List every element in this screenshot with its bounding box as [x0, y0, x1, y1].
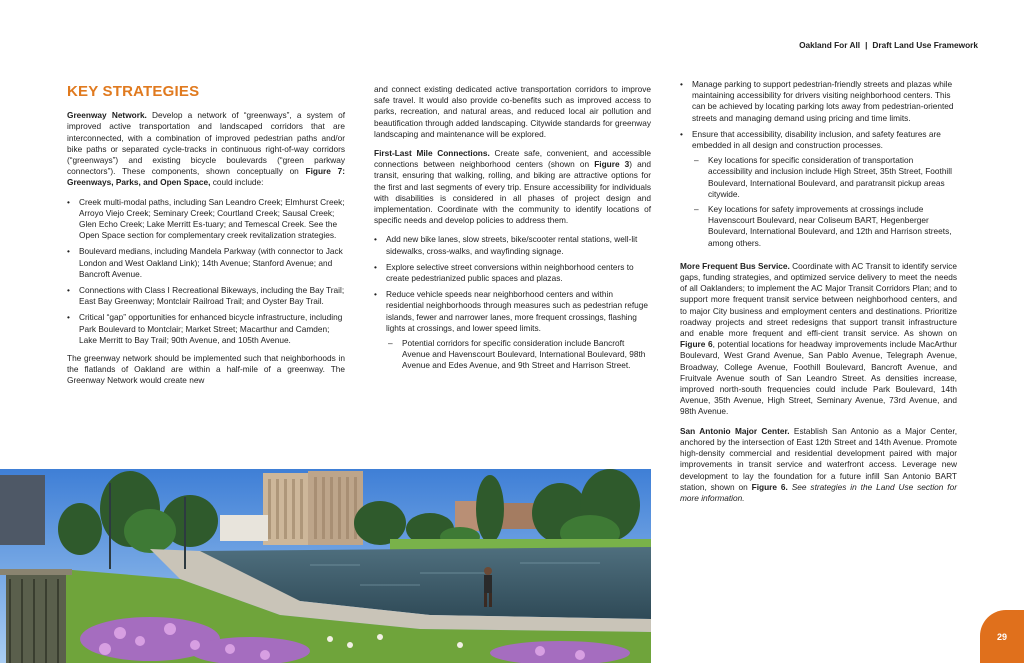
list-item: • Boulevard medians, including Mandela Parkway (with connector to Jack London and West Oakland Link); 14th Avenue; Stanford Avenue; and Bancroft Avenue. — [67, 246, 345, 280]
sub-list — [386, 338, 651, 372]
list-item: • Connections with Class I Recreational Bikeways, including the Bay Trail; East Bay Greenway; Montclair Railroad Trail; and Oyster Bay Trail. — [67, 285, 345, 307]
first-last-mile-paragraph — [374, 148, 651, 226]
list-item: • Critical “gap” opportunities for enhanced bicycle infrastructure, including Park Boulevard to Montclair; Market Street; Macarthur and Camden; Lake Merritt to Bay Trail; 90th Avenue, and 105th Avenue. — [67, 312, 345, 346]
first-last-mile-text-end: ) and transit, ensuring that walking, rolling, and biking are attractive options for the first and last segments of every trip. Ensure accessibility for individuals with disabilities is considered in all phases of project design and implementation. Coordinate with the community to identify locations of specific needs and develop policies to address them. — [374, 159, 651, 226]
list-item — [374, 289, 651, 371]
greenway-bullets — [67, 197, 345, 346]
figure-7-reference: Figure 7: Greenways, Parks, and Open Space, — [67, 166, 345, 188]
building — [0, 475, 45, 545]
greenway-text-end: could include: — [210, 177, 264, 188]
page-number: 29 — [996, 631, 1007, 642]
figure-6-reference: Figure 6. — [751, 481, 788, 492]
land-use-note: See strategies in the Land Use section for more information. — [680, 481, 957, 503]
building — [220, 515, 268, 541]
san-antonio-lead: San Antonio Major Center. — [680, 425, 790, 436]
column-2 — [374, 84, 651, 379]
list-item: • Explore selective street conversions within neighborhood centers to create pedestrianized public spaces and plazas. — [374, 262, 651, 284]
greenway-implementation-paragraph: The greenway network should be implemented such that neighborhoods in the flatlands of Oakland are within a half-mile of a greenway. The Greenway Network would create new — [67, 353, 345, 386]
page-number-tab — [980, 610, 1024, 663]
section-heading: KEY STRATEGIES — [67, 83, 200, 100]
first-last-mile-bullets — [374, 234, 651, 371]
first-last-mile-text: Create safe, convenient, and accessible connections between neighborhood centers (shown on — [374, 148, 651, 170]
figure-6-reference: Figure 6 — [680, 339, 713, 350]
lake-merritt-photo — [0, 469, 651, 663]
list-item-text: Ensure that accessibility, disability inclusion, and safety features are embedded in all design and construction processes. — [692, 128, 941, 151]
column-3 — [680, 79, 957, 512]
list-item: • Creek multi-modal paths, including San Leandro Creek; Elmhurst Creek; Arroyo Viejo Creek; Seminary Creek; Courtland Creek; Sausal Creek; Glen Echo Creek; Lake Merritt Es-tuary; and Temescal Creek. See the Open Space section for complementary creek revitalization strategies. — [67, 197, 345, 242]
parking-accessibility-bullets — [680, 79, 957, 249]
header-section-title: Draft Land Use Framework — [872, 40, 978, 50]
sub-list — [692, 155, 957, 249]
first-last-mile-lead: First-Last Mile Connections. — [374, 148, 490, 159]
bus-service-paragraph — [680, 261, 957, 418]
column-1 — [67, 83, 345, 395]
bus-service-lead: More Frequent Bus Service. — [680, 260, 790, 271]
greenway-continued-paragraph: and connect existing dedicated active transportation corridors to improve safe travel. It would also provide co-benefits such as improved access to parks, recreation, and natural areas, and reduced local air pollution and beautification through added landscaping. Citywide standards for greenway landscaping and maintenance will be explored. — [374, 84, 651, 139]
sub-list-item: – Key locations for specific consideration of transportation accessibility and inclusion include High Street, 35th Street, Foothill Boulevard, International Boulevard, and paratransit pickup areas citywide. — [692, 155, 957, 200]
lake-merritt-illustration — [0, 469, 651, 663]
list-item: • Add new bike lanes, slow streets, bike/scooter rental stations, well-lit sidewalks, cross-walks, and wayfinding signage. — [374, 234, 651, 256]
list-item-text: Reduce vehicle speeds near neighborhood centers and within residential neighborhoods through measures such as pedestrian refuge islands, fewer and narrower lanes, more frequent crossings, flashing lights at crossings, and lower speed limits. — [386, 289, 648, 333]
list-item: • Manage parking to support pedestrian-friendly streets and plazas while maintaining accessibility for drivers visiting neighborhood centers. This can be achieved by locating parking lots away from pedestrian-oriented streets and managing demand using pricing and time limits. — [680, 79, 957, 124]
sub-list-item: – Key locations for safety improvements at crossings include Havenscourt Boulevard, near Coliseum BART, Hegenberger Boulevard, International Boulevard, and 12th and Harrison streets, among others. — [692, 204, 957, 249]
san-antonio-text: Establish San Antonio as a Major Center, anchored by the intersection of East 12th Street and 14th Avenue. Promote high-density commercial and residential development paired with major improvements in transit service and waterfront access. Leverage new development to lay the foundation for a future infill San Antonio BART station, shown on — [680, 425, 957, 492]
figure-3-reference: Figure 3 — [594, 159, 630, 170]
list-item — [680, 129, 957, 249]
running-header — [799, 40, 978, 50]
bus-service-text-end: , potential locations for headway improvements include MacArthur Boulevard, West Grand Avenue, San Pablo Avenue, Telegraph Avenue, Broadway, College Avenue, Foothill Boulevard, Bancroft Avenue, and Fruitvale Avenue south of San Leandro Street. As densities increase, improved north-south frequencies could include Park Boulevard, 14th Avenue, 35th Avenue, High Street, Seminary Avenue, 73rd Avenue, and 98th Avenue. — [680, 339, 957, 417]
greenway-paragraph — [67, 110, 345, 188]
header-doc-title: Oakland For All — [799, 40, 861, 50]
sub-list-item: – Potential corridors for specific consideration include Bancroft Avenue and Havenscourt Boulevard, International Boulevard, 98th Avenue and Edes Avenue, and 9th Street and Harrison Street. — [386, 338, 651, 372]
bus-service-text: Coordinate with AC Transit to identify service gaps, funding strategies, and optimized service delivery to meet the needs of all Oaklanders; to implement the AC Major Transit Corridors Plan; and to support more frequent transit service between neighborhood centers, and to major City business and employment centers and destinations. Prioritize roadway projects and street redesigns that support transit infrastructure and enable more frequent and effi-cient transit service. As shown on — [680, 260, 957, 339]
greenway-text: Develop a network of “greenways”, a system of improved active transportation and landscaped corridors that are interconnected, with a combination of improved pedestrian paths and/or bike paths or separated cycle-tracks in continuous right-of-way corridors (“greenways”) and existing bicycle boulevards (“green parkway connectors”). These components, shown conceptually on — [67, 110, 345, 177]
san-antonio-paragraph — [680, 426, 957, 504]
greenway-lead: Greenway Network. — [67, 110, 147, 121]
railing-cap — [0, 569, 72, 575]
header-separator: | — [865, 40, 868, 50]
